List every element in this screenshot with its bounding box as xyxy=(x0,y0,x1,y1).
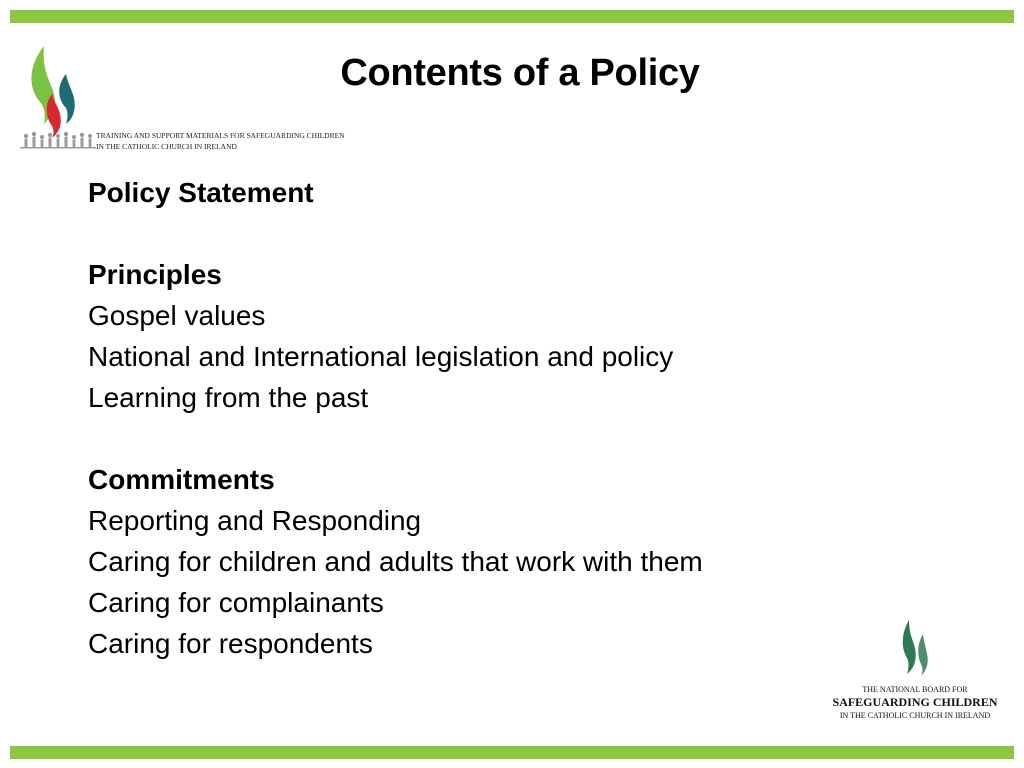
flame-left-icon xyxy=(903,620,916,674)
list-item: Caring for children and adults that work with them xyxy=(88,546,703,577)
national-board-line1: THE NATIONAL BOARD FOR xyxy=(862,685,968,694)
list-item: Gospel values xyxy=(88,300,266,331)
list-item: Caring for complainants xyxy=(88,587,384,618)
list-item: National and International legislation and policy xyxy=(88,341,674,372)
section-spacer xyxy=(88,418,848,459)
bottom-accent-bar xyxy=(10,746,1014,759)
training-materials-line2: IN THE CATHOLIC CHURCH IN IRELAND xyxy=(96,142,237,151)
list-item: Caring for respondents xyxy=(88,628,373,659)
section-heading-commitments: Commitments xyxy=(88,464,275,495)
national-board-line2: SAFEGUARDING CHILDREN xyxy=(832,695,998,709)
section-spacer xyxy=(88,213,848,254)
flame-right-icon xyxy=(918,634,928,676)
list-item: Reporting and Responding xyxy=(88,505,422,536)
top-accent-bar xyxy=(10,10,1014,23)
national-board-line3: IN THE CATHOLIC CHURCH IN IRELAND xyxy=(839,711,991,720)
flame-red-icon xyxy=(47,94,61,138)
training-materials-caption xyxy=(96,130,345,152)
training-materials-line1: TRAINING AND SUPPORT MATERIALS FOR SAFEGUARDING CHILDREN xyxy=(96,131,345,140)
section-heading-principles: Principles xyxy=(88,259,222,290)
section-heading-policy-statement: Policy Statement xyxy=(88,177,314,208)
national-board-caption xyxy=(820,684,1010,721)
policy-contents xyxy=(88,172,848,664)
list-item: Learning from the past xyxy=(88,382,369,413)
children-figures-icon xyxy=(20,132,96,149)
national-board-logo xyxy=(895,614,939,680)
slide-title: Contents of a Policy xyxy=(340,52,700,94)
